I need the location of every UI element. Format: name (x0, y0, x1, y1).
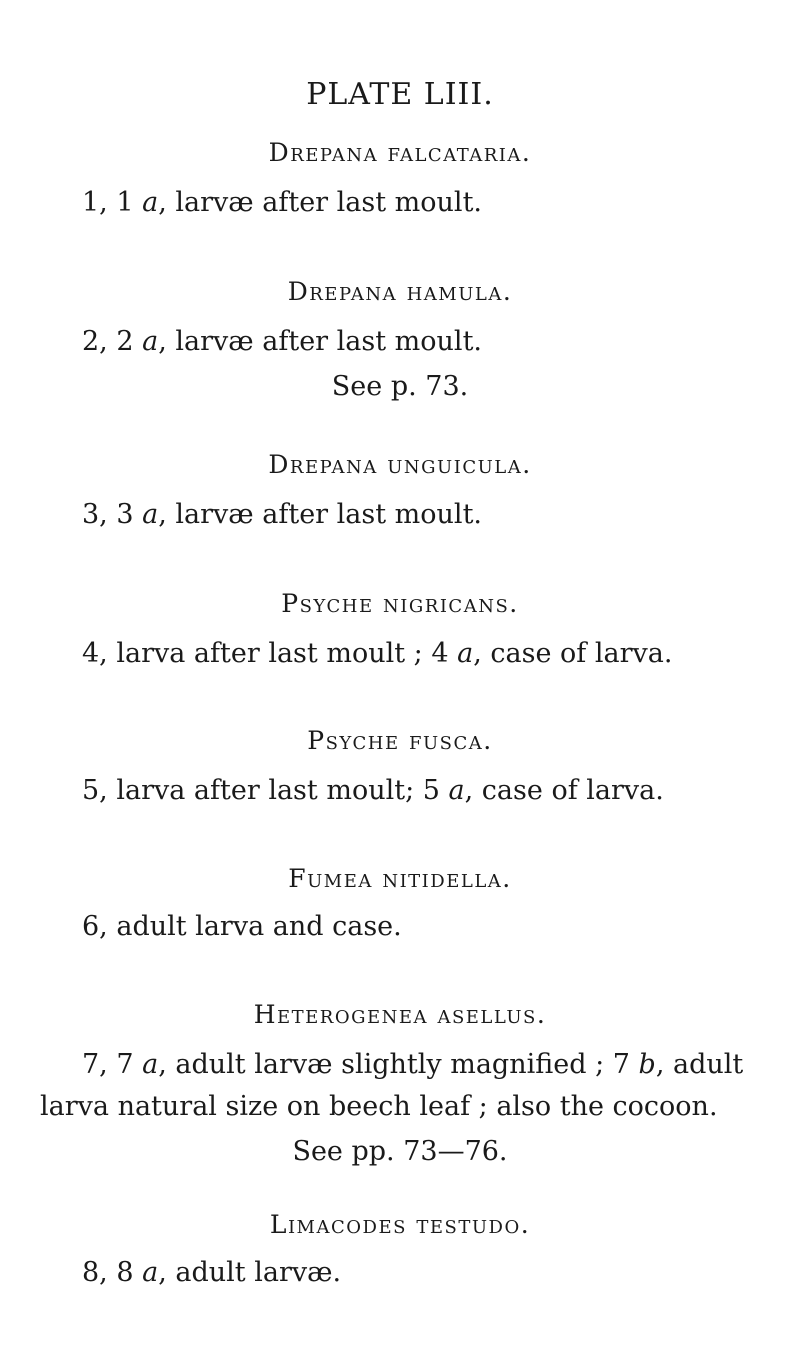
species-heading-psyche-nigricans: Psyche nigricans. (281, 589, 519, 618)
species-heading-drepana-unguicula: Drepana unguicula. (268, 450, 532, 479)
species-heading-heterogenea-asellus: Heterogenea asellus. (253, 1000, 547, 1029)
plate-item-1: 1, 1 a, larvæ after last moult. (82, 187, 482, 218)
plate-item-7: 7, 7 a, adult larvæ slightly magnified ; 7 b, adult (82, 1049, 744, 1080)
page-reference: See p. 73. (331, 371, 469, 402)
plate-item-7-continued: larva natural size on beech leaf ; also the cocoon. (40, 1091, 718, 1122)
plate-title: PLATE LIII. (306, 77, 494, 112)
species-heading-drepana-falcataria: Drepana falcataria. (268, 138, 532, 167)
plate-item-4: 4, larva after last moult ; 4 a, case of larva. (82, 638, 673, 669)
plate-item-8: 8, 8 a, adult larvæ. (82, 1257, 342, 1288)
plate-item-5: 5, larva after last moult; 5 a, case of larva. (82, 775, 664, 806)
plate-item-6: 6, adult larva and case. (82, 911, 402, 942)
plate-item-3: 3, 3 a, larvæ after last moult. (82, 499, 482, 530)
species-heading-psyche-fusca: Psyche fusca. (307, 726, 493, 755)
plate-item-2: 2, 2 a, larvæ after last moult. (82, 326, 482, 357)
page-reference: See pp. 73—76. (292, 1136, 508, 1167)
species-heading-limacodes-testudo: Limacodes testudo. (269, 1210, 531, 1239)
species-heading-drepana-hamula: Drepana hamula. (287, 277, 513, 306)
species-heading-fumea-nitidella: Fumea nitidella. (288, 864, 512, 893)
